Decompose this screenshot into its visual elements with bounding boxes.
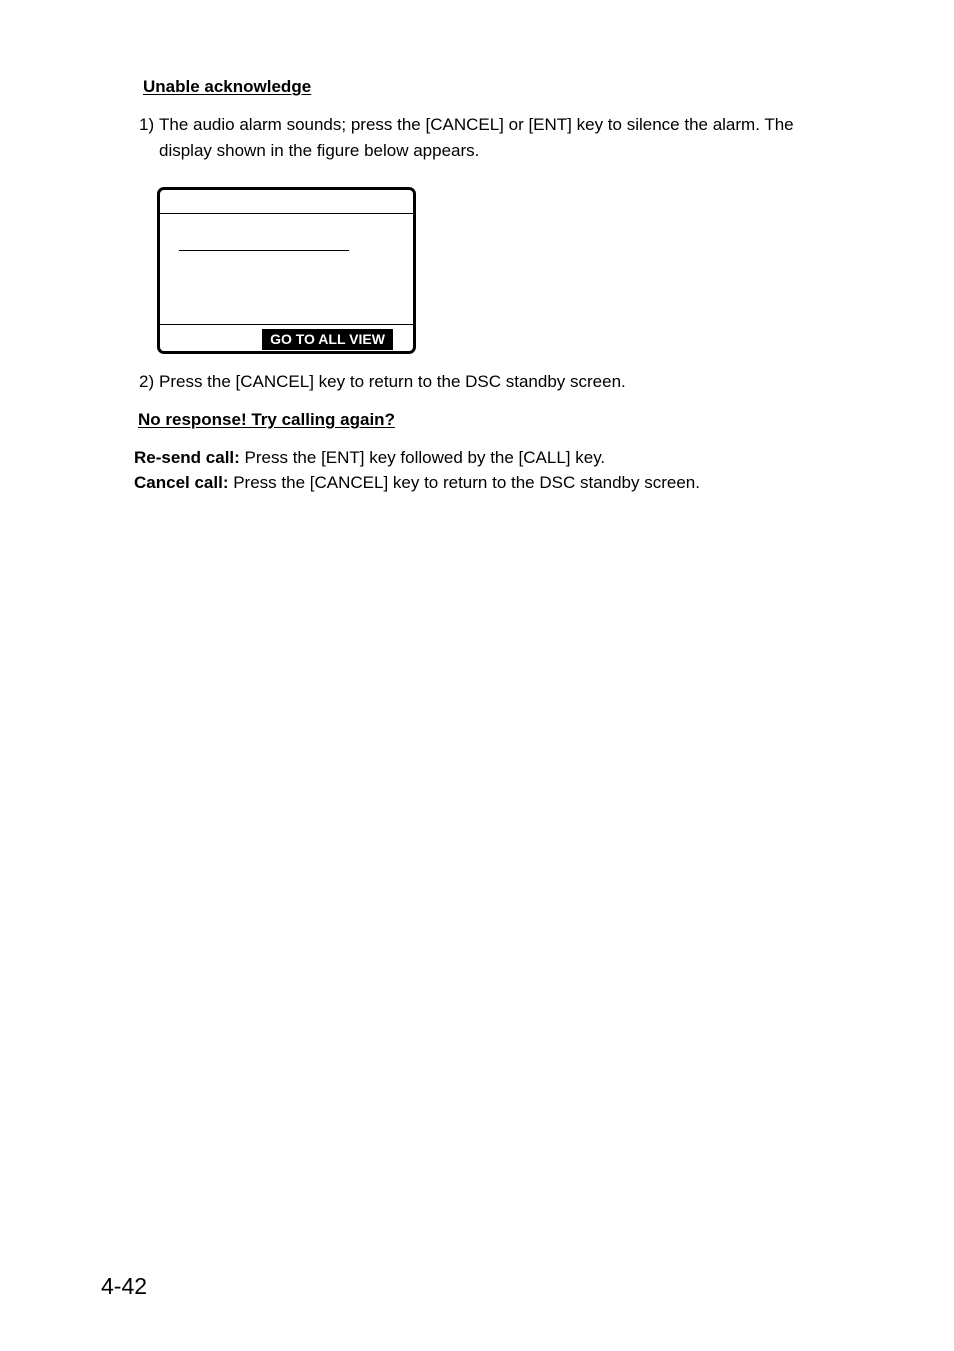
step-1 [139,112,859,164]
step-2-number: 2) [139,372,155,391]
section-heading-no-response: No response! Try calling again? [138,410,395,429]
step-2-text: Press the [CANCEL] key to return to the DSC standby screen. [159,372,626,391]
resend-call-label: Re-send call: [134,448,240,467]
step-1-line-1: The audio alarm sounds; press the [CANCEL] or [ENT] key to silence the alarm. The [159,115,794,134]
step-2 [139,369,859,395]
section-heading-unable-acknowledge: Unable acknowledge [143,77,312,96]
page-number: 4-42 [101,1273,148,1299]
step-1-line-2: display shown in the figure below appears. [159,141,480,160]
cancel-call-text: Press the [CANCEL] key to return to the DSC standby screen. [228,473,700,492]
cancel-call-label: Cancel call: [134,473,229,492]
resend-call-line [134,445,605,471]
display-footer-divider [160,324,413,325]
display-field-underline [179,250,349,251]
step-1-number: 1) [139,115,155,134]
display-header-divider [160,213,413,214]
cancel-call-line [134,470,700,496]
resend-call-text: Press the [ENT] key followed by the [CALL] key. [239,448,606,467]
dsc-display-figure [157,187,416,354]
go-to-all-view-softkey: GO TO ALL VIEW [262,329,393,350]
